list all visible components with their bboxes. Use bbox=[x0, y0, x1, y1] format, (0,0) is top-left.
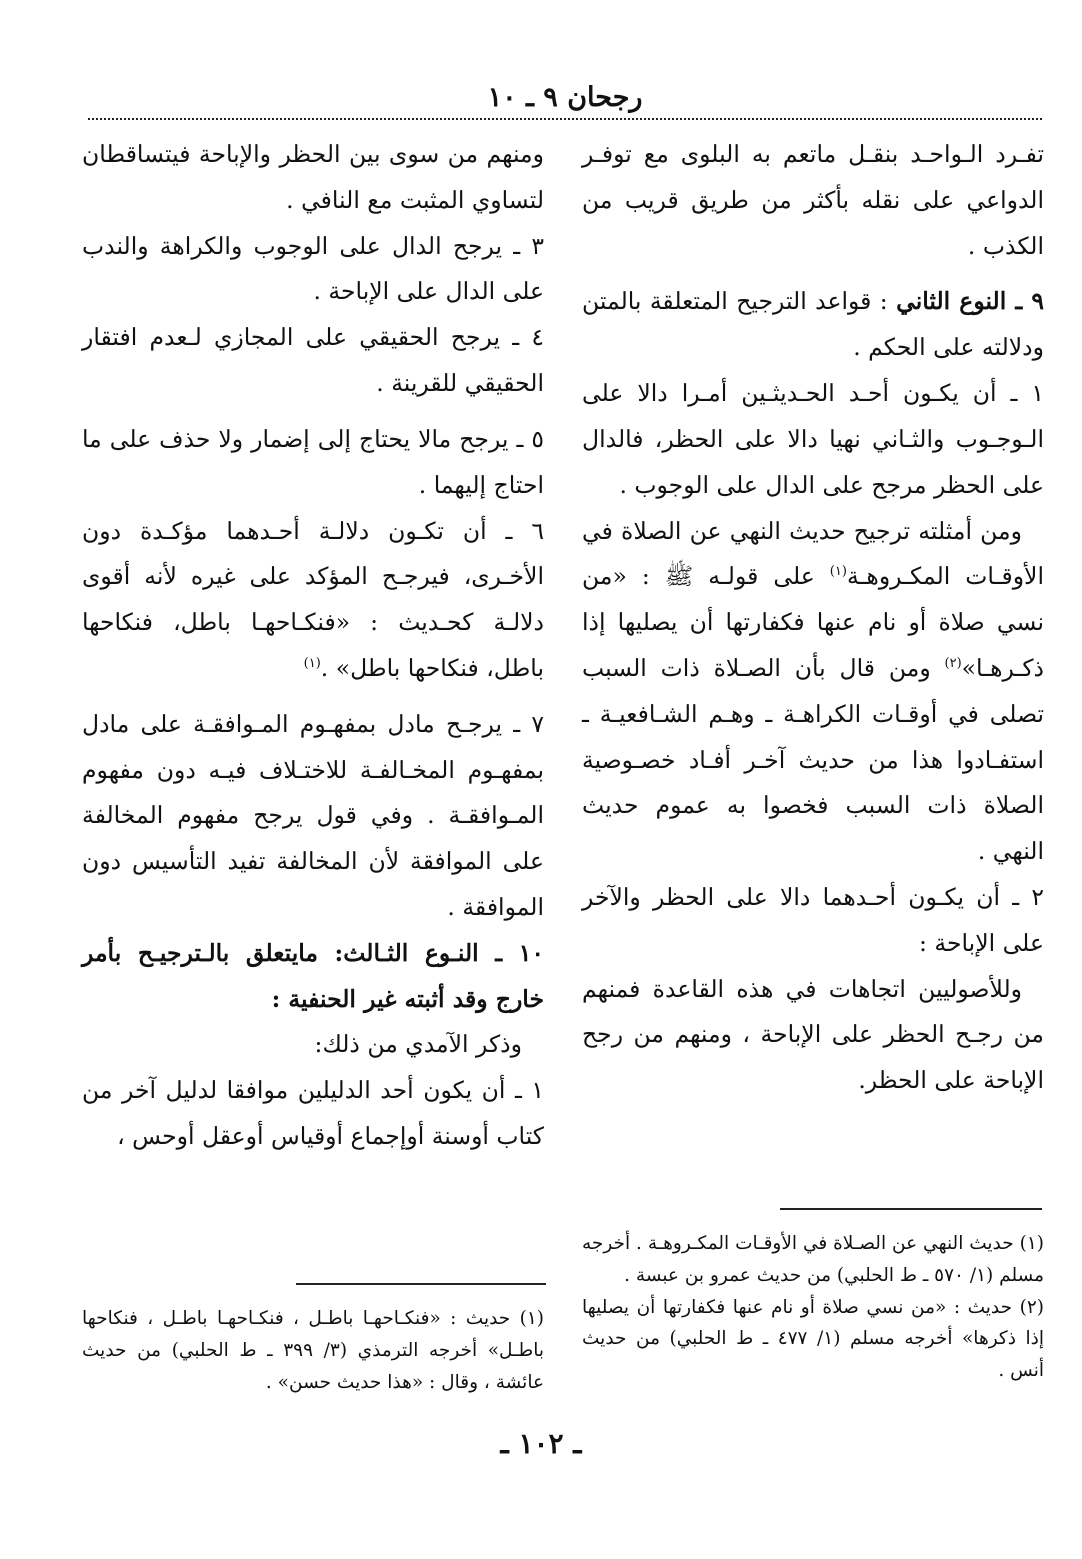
paragraph: ٥ ـ يرجح مالا يحتاج إلى إضمار ولا حذف على ما احتاج إليهما . bbox=[82, 424, 544, 499]
paragraph: ٧ ـ يرجـح مادل بمفهـوم المـوافقـة على مادل بمفهـوم المخـالفـة للاختـلاف فيـه دون مفهوم المـوافقـة . وفي قول يرجح مفهوم المخالفة على الموافقة لأن المخالفة تفيد التأسيس دون الموافقة . bbox=[82, 709, 544, 921]
paragraph: ٣ ـ يرجح الدال على الوجوب والكراهة والندب على الدال على الإباحة . bbox=[82, 231, 544, 306]
paragraph-text: ومن أمثلته ترجيح حديث النهي عن الصلاة في الأوقـات المكـروهـة bbox=[582, 516, 1044, 591]
footnotes-right bbox=[582, 1228, 1044, 1387]
section-heading: ١٠ ـ النـوع الثـالث: مايتعلق بالـترجيـح بأمر خارج وقد أثبته غير الحنفية : bbox=[82, 938, 544, 1013]
paragraph: ١ ـ أن يكون أحد الدليلين موافقا لدليل آخر من كتاب أوسنة أوإجماع أوقياس أوعقل أوحس ، bbox=[82, 1076, 544, 1151]
paragraph: ٤ ـ يرجح الحقيقي على المجازي لـعدم افتقار الحقيقي للقرينة . bbox=[82, 323, 544, 398]
footnote: (١) حديث : «فنكـاحهـا باطـل ، فنكـاحهـا باطـل ، فنكاحها باطـل» أخرجه الترمذي (٣/ ٣٩٩ ـ ط الحلبي) من حديث عائشة ، وقال : «هذا حديث حسن» . bbox=[82, 1308, 544, 1393]
paragraph: ومنهم من سوى بين الحظر والإباحة فيتساقطان لتساوي المثبت مع النافي . bbox=[82, 140, 544, 214]
footnote: (٢) حديث : «من نسي صلاة أو نام عنها فكفارتها أن يصليها إذا ذكرها» أخرجه مسلم (١/ ٤٧٧ ـ ط الحلبي) من حديث أنس . bbox=[582, 1296, 1044, 1382]
paragraph: وذكر الآمدي من ذلك: bbox=[314, 1030, 522, 1059]
page-number: ـ ١٠٢ ـ bbox=[500, 1427, 582, 1460]
paragraph-text: ومن قال بأن الصـلاة ذات السبب تصلى في أوقـات الكراهـة ـ وهـم الشـافعيـة ـ استفـادوا هذا من حديث آخـر أفـاد خصـوصية الصلاة ذات السبب فخصوا به عموم حديث النهي . bbox=[582, 653, 1044, 866]
footnote-ref: (١) bbox=[829, 564, 847, 580]
left-column bbox=[82, 132, 544, 1160]
paragraph: تفـرد الـواحـد بنقـل ماتعم به البلوى مع توفـر الدواعي على نقله بأكثر من طريق قريب من الكذب . bbox=[582, 140, 1044, 260]
header-title: رجحان ٩ ـ ١٠ bbox=[487, 82, 643, 113]
paragraph bbox=[82, 509, 544, 692]
paragraph-text: ٦ ـ أن تكـون دلالـة أحـدهما مؤكـدة دون الأخـرى، فيرجـح المؤكد على غيره لأنه أقوى دلالـة كحـديث : «فنكـاحهـا باطل، فنكاحها باطل، فنكاحها باطل» . bbox=[82, 516, 544, 682]
paragraph bbox=[582, 509, 1044, 876]
footnotes-left bbox=[82, 1303, 544, 1398]
right-column bbox=[582, 132, 1044, 1104]
footnote: (١) حديث النهي عن الصـلاة في الأوقـات المكـروهـة . أخرجه مسلم (١/ ٥٧٠ ـ ط الحلبي) من حديث عمرو بن عبسة . bbox=[582, 1233, 1044, 1286]
footnote-divider bbox=[780, 1208, 1042, 1210]
paragraph bbox=[582, 279, 1044, 371]
paragraph: ٢ ـ أن يكـون أحـدهما دالا على الحظر والآخر على الإباحة : bbox=[582, 883, 1044, 957]
footnote-ref: (٢) bbox=[944, 656, 962, 672]
paragraph: ١ ـ أن يكـون أحـد الحـديثـين أمـرا دالا على الـوجـوب والثـاني نهيا دالا على الحظر، فالدال على الحظر مرجح على الدال على الوجوب . bbox=[582, 379, 1044, 499]
header-divider bbox=[88, 118, 1042, 120]
paragraph-text: : قواعد الترجيح المتعلقة بالمتن ودلالته على الحكم . bbox=[582, 287, 1044, 362]
paragraph: وللأصوليين اتجاهات في هذه القاعدة فمنهم من رجـح الحظر على الإباحة ، ومنهم من رجح الإباحة على الحظر. bbox=[582, 974, 1044, 1095]
paragraph-text: على قولـه ﷺ : «من نسي صلاة أو نام عنها فكفارتها أن يصليها إذا ذكـرهـا» bbox=[582, 562, 1044, 682]
footnote-divider bbox=[296, 1283, 546, 1285]
footnote-ref: (١) bbox=[303, 656, 321, 672]
page-header bbox=[88, 78, 1042, 120]
section-heading: ٩ ـ النوع الثاني bbox=[896, 287, 1044, 316]
